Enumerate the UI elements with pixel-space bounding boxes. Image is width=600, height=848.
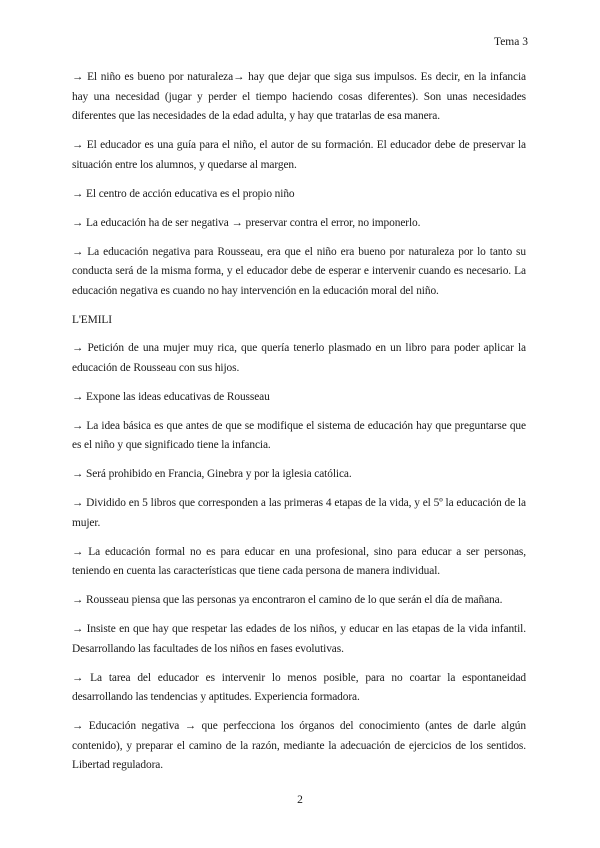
- paragraph: → La educación negativa para Rousseau, era que el niño era bueno por naturaleza por lo tanto su conducta será de la misma forma, y el educador debe de esperar e intervenir cuando es necesario. La educación negativa es cuando no hay intervención en la educación moral del niño.: [72, 245, 526, 297]
- paragraph: → Será prohibido en Francia, Ginebra y por la iglesia católica.: [72, 468, 352, 480]
- paragraph: → El centro de acción educativa es el propio niño: [72, 187, 295, 200]
- page-number: 2: [297, 794, 303, 806]
- paragraph: → Expone las ideas educativas de Rousseau: [72, 390, 270, 403]
- paragraph: → La idea básica es que antes de que se modifique el sistema de educación hay que preguntarse que es el niño y que significado tiene la infancia.: [72, 419, 526, 451]
- page-header-title: Tema 3: [493, 36, 528, 48]
- paragraph: → Petición de una mujer muy rica, que quería tenerlo plasmado en un libro para poder aplicar la educación de Rousseau con sus hijos.: [72, 342, 526, 374]
- document-body: [72, 68, 526, 785]
- section-heading: L'EMILI: [72, 313, 112, 326]
- paragraph: → La educación ha de ser negativa → preservar contra el error, no imponerlo.: [72, 216, 421, 229]
- paragraph: → La tarea del educador es intervenir lo menos posible, para no coartar la espontaneidad desarrollando las tendencias y aptitudes. Experiencia formadora.: [72, 671, 526, 703]
- paragraph: → Educación negativa → que perfecciona los órganos del conocimiento (antes de darle algún contenido), y preparar el camino de la razón, mediante la adecuación de ejercicios de los sentidos. Libertad reguladora.: [72, 720, 526, 771]
- paragraph: → El niño es bueno por naturaleza→ hay que dejar que siga sus impulsos. Es decir, en la infancia hay una necesidad (jugar y perder el tiempo haciendo cosas diferentes). Son unas necesidades diferentes que las necesidades de la edad adulta, y hay que tratarlas de esa manera.: [72, 71, 526, 122]
- paragraph: → El educador es una guía para el niño, el autor de su formación. El educador debe de preservar la situación entre los alumnos, y quedarse al margen.: [72, 139, 526, 171]
- paragraph: → Insiste en que hay que respetar las edades de los niños, y educar en las etapas de la vida infantil. Desarrollando las facultades de los niños en fases evolutivas.: [72, 623, 526, 655]
- paragraph: → Dividido en 5 libros que corresponden a las primeras 4 etapas de la vida, y el 5º la educación de la mujer.: [72, 497, 526, 529]
- paragraph: → Rousseau piensa que las personas ya encontraron el camino de lo que serán el día de mañana.: [72, 594, 503, 606]
- paragraph: → La educación formal no es para educar en una profesional, sino para educar a ser personas, teniendo en cuenta las características que tiene cada persona de manera individual.: [72, 545, 526, 577]
